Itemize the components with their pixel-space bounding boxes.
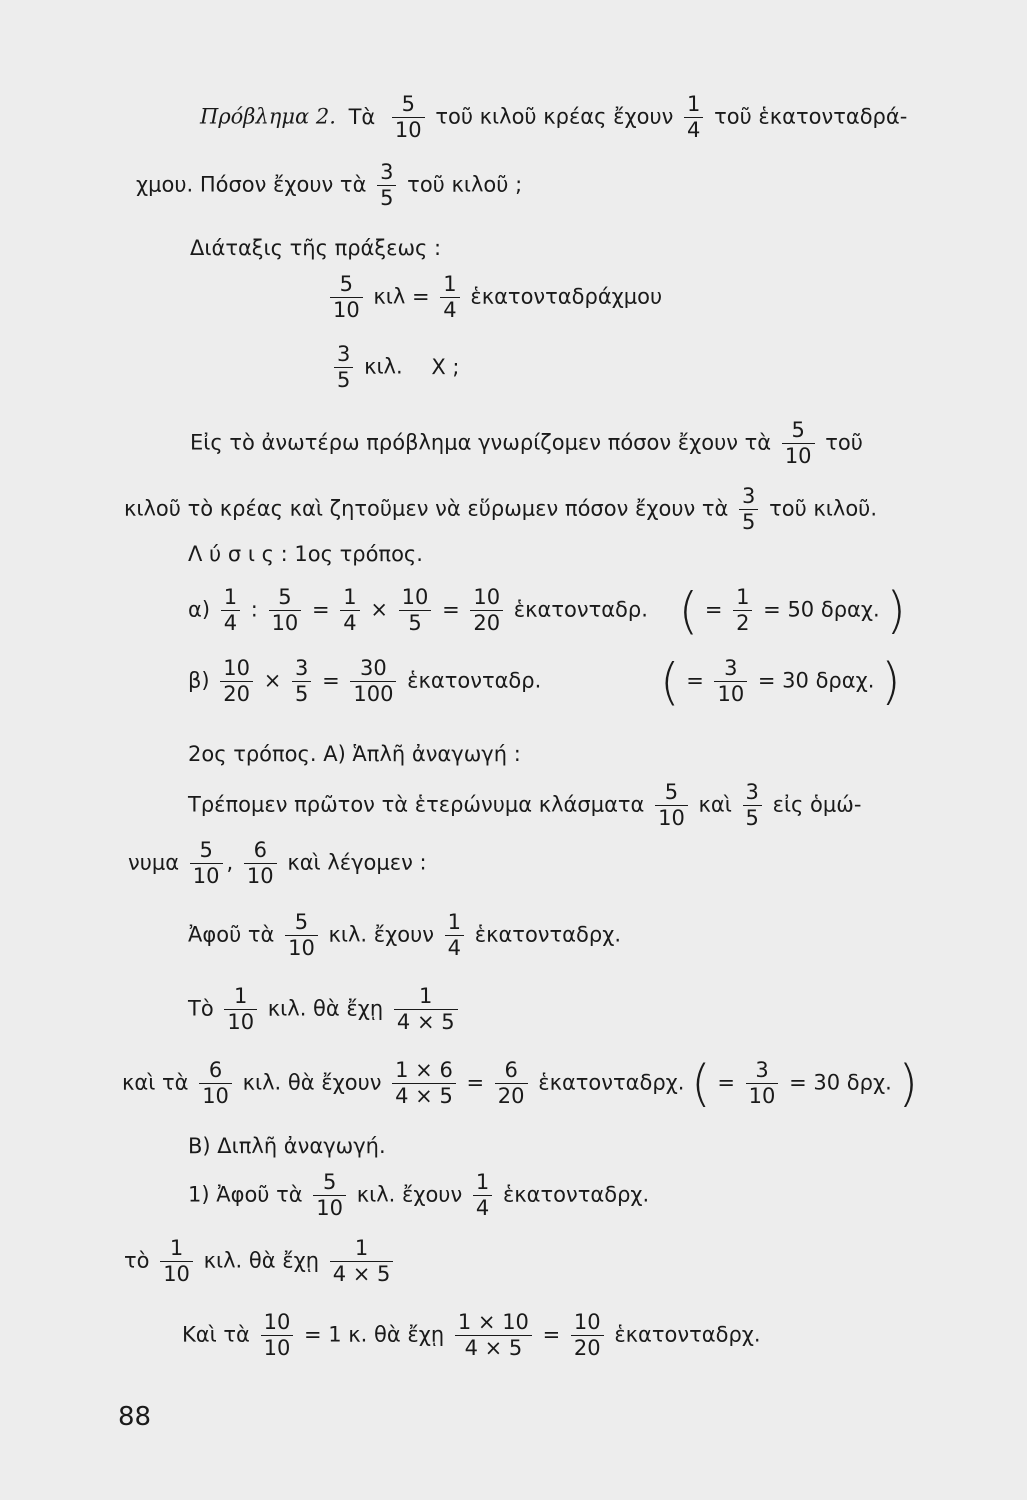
fraction: $\frac{1}{4 \times 5}$	[394, 984, 458, 1035]
fraction: $\frac{1}{4}$	[684, 92, 703, 143]
paren: )	[886, 581, 906, 640]
fraction: $\frac{3}{5}$	[743, 780, 762, 831]
text: Τὸ	[188, 996, 214, 1021]
text: χμου. Πόσον ἔχουν τὰ	[136, 172, 367, 197]
fraction: $\frac{5}{10}$	[392, 92, 425, 143]
text: ἑκατονταδρ.	[407, 668, 542, 693]
fraction: $\frac{1}{10}$	[224, 984, 257, 1035]
text: Ἀφοῦ τὰ	[188, 922, 275, 947]
text: ἑκατονταδρχ.	[538, 1070, 685, 1095]
text: κιλ. ἔχουν	[328, 922, 434, 947]
text: ἑκατονταδρχ.	[474, 922, 621, 947]
equation-line	[182, 1310, 761, 1361]
operator: =	[311, 597, 330, 622]
text: ἑκατονταδρ.	[513, 597, 648, 622]
fraction: $\frac{10}{20}$	[571, 1310, 604, 1361]
section-heading: Διάταξις τῆς πράξεως :	[190, 236, 442, 260]
text: νυμα	[128, 850, 180, 875]
section-heading: 2ος τρόπος. Α) Ἁπλῆ ἀναγωγή :	[188, 742, 521, 766]
fraction: $\frac{6}{10}$	[199, 1058, 232, 1109]
text: τοῦ κιλοῦ κρέας ἔχουν	[435, 104, 674, 129]
text: Τρέπομεν πρῶτον τὰ ἑτερώνυμα κλάσματα	[188, 792, 645, 817]
text: Λ ύ σ ι ς :	[188, 542, 288, 566]
fraction: $\frac{5}{10}$	[313, 1170, 346, 1221]
operator: :	[250, 597, 258, 622]
text: = 30 δραχ.	[757, 668, 875, 693]
text: κιλ. θὰ ἔχῃ	[203, 1248, 320, 1273]
text: ἑκατονταδράχμου	[470, 284, 663, 309]
fraction: $\frac{10}{10}$	[261, 1310, 294, 1361]
text: ἑκατονταδρχ.	[502, 1182, 650, 1207]
operator: =	[442, 597, 460, 622]
fraction: $\frac{3}{5}$	[292, 656, 311, 707]
text-line	[124, 1236, 397, 1287]
equation-b	[188, 652, 901, 711]
text: κιλ =	[373, 284, 430, 309]
text: ἑκατονταδρχ.	[614, 1322, 761, 1347]
solution-heading	[188, 542, 423, 566]
text: α)	[188, 597, 211, 622]
fraction: $\frac{10}{20}$	[470, 585, 503, 636]
text: = 1 κ. θὰ ἔχῃ	[304, 1322, 445, 1347]
text: κιλ.	[364, 354, 403, 379]
text: κιλ. θὰ ἔχουν	[242, 1070, 382, 1095]
text-line	[128, 838, 427, 889]
text: καὶ τὰ	[122, 1070, 189, 1095]
operator: =	[466, 1070, 485, 1095]
fraction: $\frac{5}{10}$	[655, 780, 688, 831]
paren: (	[691, 1054, 711, 1113]
fraction: $\frac{1}{4 \times 5}$	[330, 1236, 394, 1287]
problem-title-line	[200, 92, 907, 143]
fraction: $\frac{6}{10}$	[244, 838, 277, 889]
fraction: $\frac{1}{2}$	[733, 585, 752, 636]
setup-line-1	[326, 272, 662, 323]
text: κιλ. ἔχουν	[356, 1182, 463, 1207]
text: β)	[188, 668, 210, 693]
text-line	[136, 160, 522, 211]
text: = 30 δρχ.	[789, 1070, 892, 1095]
fraction: $\frac{6}{20}$	[495, 1058, 528, 1109]
text-line	[188, 1170, 649, 1221]
operator: =	[717, 1070, 735, 1095]
fraction: $\frac{3}{5}$	[377, 160, 396, 211]
text: τὸ	[124, 1248, 150, 1273]
operator: =	[686, 668, 704, 693]
operator: =	[542, 1322, 561, 1347]
text: 1ος τρόπος.	[294, 542, 423, 566]
text: Εἰς τὸ ἀνωτέρω πρόβλημα γνωρίζομεν πόσον ἔχουν τὰ	[190, 430, 772, 455]
fraction: $\frac{30}{100}$	[350, 656, 396, 707]
fraction: $\frac{10}{20}$	[220, 656, 253, 707]
fraction: $\frac{10}{5}$	[399, 585, 432, 636]
text: καὶ λέγομεν :	[287, 850, 427, 875]
text: ,	[226, 850, 234, 875]
fraction: $\frac{5}{10}$	[269, 585, 302, 636]
text-line	[190, 418, 863, 469]
text-line	[124, 484, 877, 535]
fraction: $\frac{1 \times 10}{4 \times 5}$	[455, 1310, 532, 1361]
setup-line-2	[330, 342, 465, 393]
operator: ×	[370, 597, 388, 622]
fraction: $\frac{1}{4}$	[221, 585, 240, 636]
text: Χ ;	[431, 354, 460, 379]
fraction: $\frac{3}{10}$	[714, 656, 747, 707]
fraction: $\frac{1}{4}$	[440, 272, 459, 323]
text: = 50 δραχ.	[763, 597, 880, 622]
fraction: $\frac{1 \times 6}{4 \times 5}$	[392, 1058, 456, 1109]
operator: =	[704, 597, 723, 622]
operator: ×	[263, 668, 282, 693]
text: 1) Ἀφοῦ τὰ	[188, 1182, 303, 1207]
equation-line	[122, 1054, 918, 1113]
text-line	[188, 984, 462, 1035]
text: τοῦ κιλοῦ ;	[407, 172, 523, 197]
paren: (	[678, 581, 699, 640]
problem-label: Πρόβλημα 2.	[200, 104, 336, 129]
text: Καὶ τὰ	[182, 1322, 250, 1347]
fraction: $\frac{1}{10}$	[160, 1236, 193, 1287]
equation-a	[188, 581, 906, 640]
paren: )	[898, 1054, 918, 1113]
fraction: $\frac{1}{4}$	[473, 1170, 492, 1221]
fraction: $\frac{3}{5}$	[739, 484, 758, 535]
fraction: $\frac{5}{10}$	[285, 910, 318, 961]
text: κιλ. θὰ ἔχῃ	[267, 996, 384, 1021]
fraction: $\frac{1}{4}$	[445, 910, 464, 961]
text: τοῦ	[825, 430, 863, 455]
text: τοῦ ἑκατονταδρά-	[714, 104, 908, 129]
fraction: $\frac{1}{4}$	[340, 585, 359, 636]
operator: =	[322, 668, 340, 693]
fraction: $\frac{5}{10}$	[190, 838, 223, 889]
text: καὶ	[698, 792, 732, 817]
fraction: $\frac{3}{10}$	[746, 1058, 779, 1109]
page-number: 88	[118, 1402, 152, 1432]
fraction: $\frac{3}{5}$	[334, 342, 353, 393]
text-line	[188, 780, 861, 831]
fraction: $\frac{5}{10}$	[782, 418, 815, 469]
fraction: $\frac{5}{10}$	[330, 272, 363, 323]
section-heading: Β) Διπλῆ ἀναγωγή.	[188, 1134, 386, 1158]
text: κιλοῦ τὸ κρέας καὶ ζητοῦμεν νὰ εὕρωμεν πόσον ἔχουν τὰ	[124, 496, 729, 521]
paren: )	[881, 652, 901, 711]
paren: (	[659, 652, 680, 711]
text: τοῦ κιλοῦ.	[769, 496, 878, 521]
text: εἰς ὁμώ-	[772, 792, 862, 817]
text-line	[188, 910, 621, 961]
text: Τὰ	[348, 104, 376, 129]
